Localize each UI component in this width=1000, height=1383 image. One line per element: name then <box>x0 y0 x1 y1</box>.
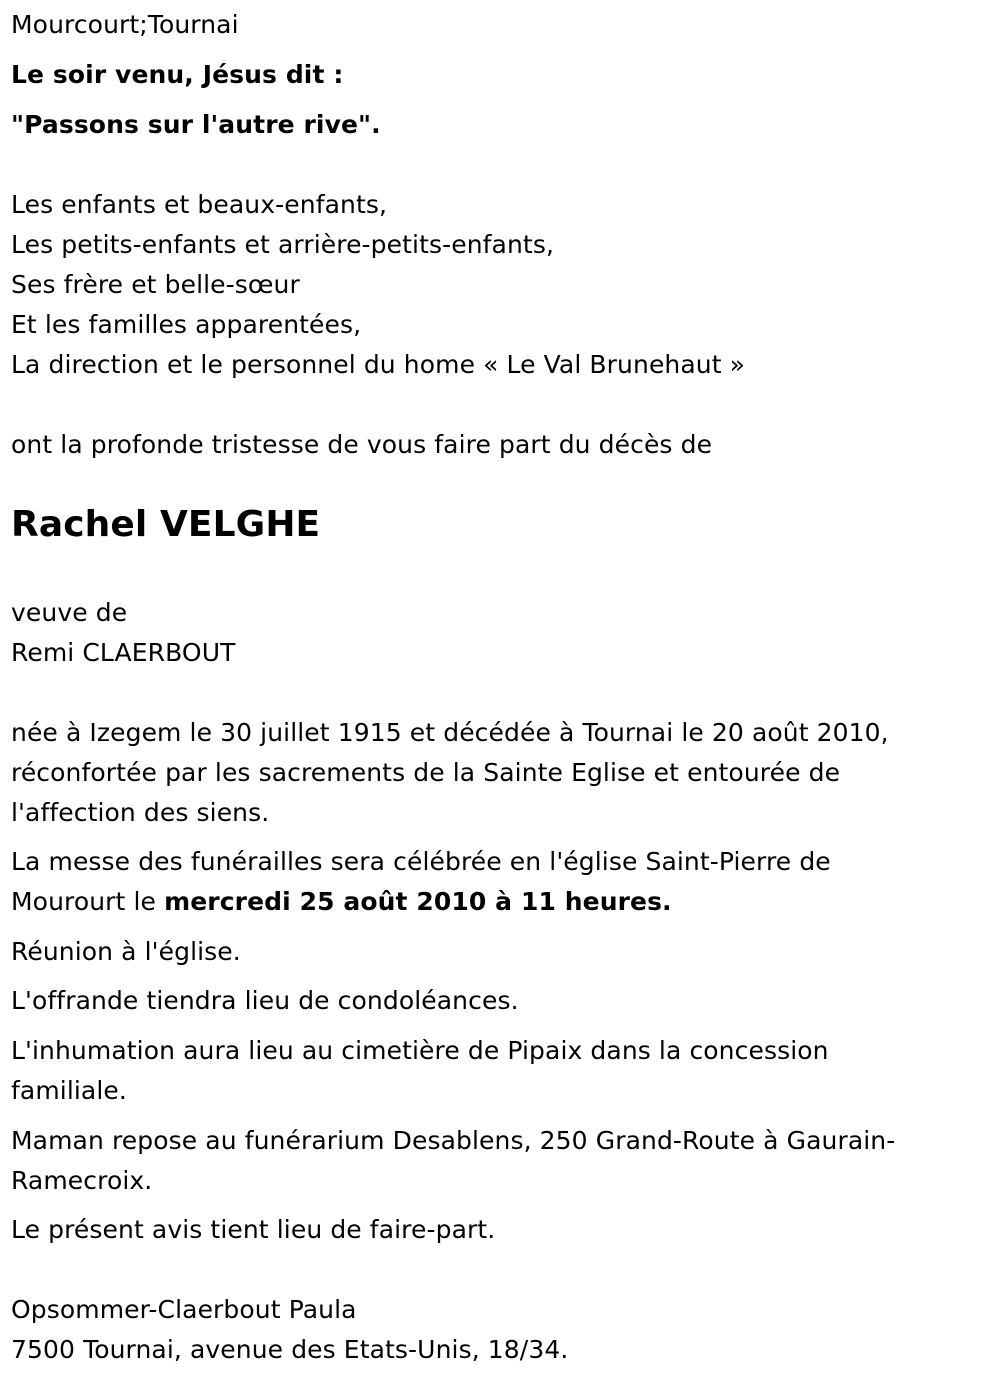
birth-death-line: l'affection des siens. <box>11 798 270 827</box>
epigraph-line-2: "Passons sur l'autre rive". <box>11 110 381 139</box>
offering-line: L'offrande tiendra lieu de condoléances. <box>11 986 519 1015</box>
burial-line: L'inhumation aura lieu au cimetière de Pipaix dans la concession <box>11 1036 829 1065</box>
birth-death-line: réconfortée par les sacrements de la Sainte Eglise et entourée de <box>11 758 841 787</box>
family-line: La direction et le personnel du home « Le Val Brunehaut » <box>11 350 746 379</box>
spouse-name: Remi CLAERBOUT <box>11 638 236 667</box>
burial-line: familiale. <box>11 1076 127 1105</box>
mass-line-1: La messe des funérailles sera célébrée en l'église Saint-Pierre de <box>11 847 831 876</box>
deceased-name: Rachel VELGHE <box>11 504 321 545</box>
widow-of-label: veuve de <box>11 598 128 627</box>
contact-address: 7500 Tournai, avenue des Etats-Unis, 18/34. <box>11 1335 569 1364</box>
meeting-line: Réunion à l'église. <box>11 937 241 966</box>
contact-name: Opsommer-Claerbout Paula <box>11 1295 357 1324</box>
rest-line: Ramecroix. <box>11 1166 153 1195</box>
mass-date-time: mercredi 25 août 2010 à 11 heures. <box>164 887 672 916</box>
mass-date-prefix: Mourourt le <box>11 887 165 916</box>
announcement-line: ont la profonde tristesse de vous faire part du décès de <box>11 430 713 459</box>
epigraph-line-1: Le soir venu, Jésus dit : <box>11 60 344 89</box>
birth-death-line: née à Izegem le 30 juillet 1915 et décédée à Tournai le 20 août 2010, <box>11 718 889 747</box>
location-line: Mourcourt;Tournai <box>11 10 239 39</box>
family-line: Les petits-enfants et arrière-petits-enfants, <box>11 230 554 259</box>
family-line: Les enfants et beaux-enfants, <box>11 190 388 219</box>
mass-line-2 <box>11 882 672 922</box>
notice-line: Le présent avis tient lieu de faire-part. <box>11 1215 496 1244</box>
family-line: Et les familles apparentées, <box>11 310 362 339</box>
rest-line: Maman repose au funérarium Desablens, 250 Grand-Route à Gaurain- <box>11 1126 896 1155</box>
family-line: Ses frère et belle-sœur <box>11 270 300 299</box>
